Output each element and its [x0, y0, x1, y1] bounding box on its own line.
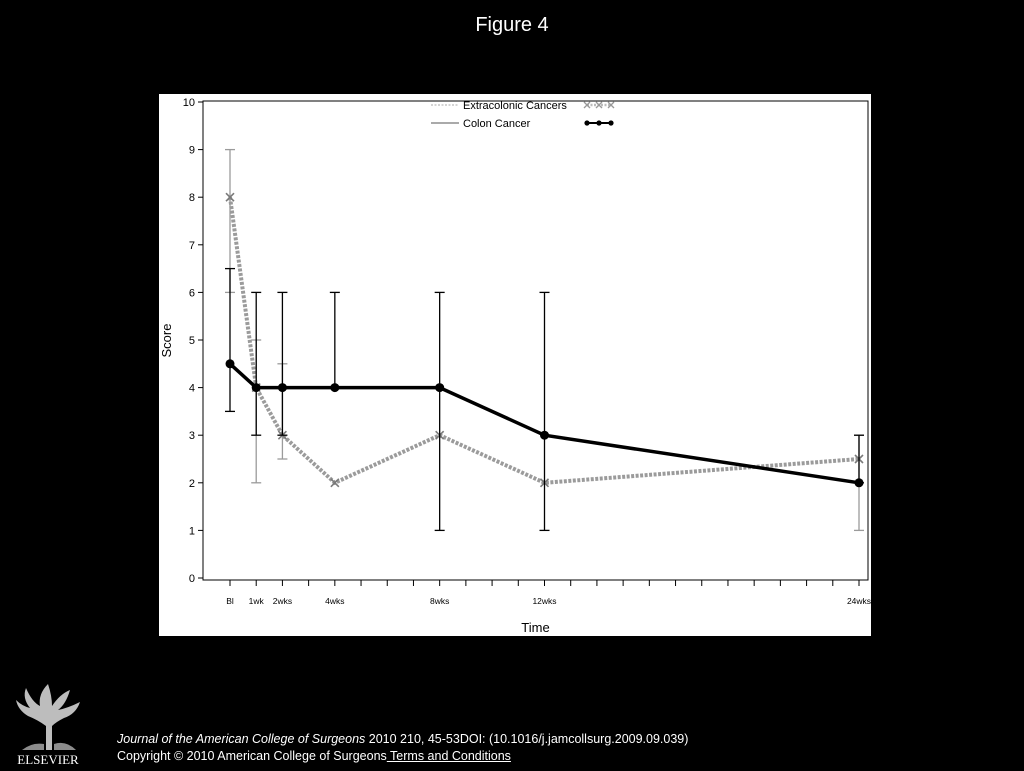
line-chart	[159, 94, 871, 636]
legend-marker	[584, 120, 589, 125]
series-colon-cancer	[225, 269, 864, 531]
data-point	[252, 383, 261, 392]
x-tick-label: 4wks	[325, 596, 345, 606]
y-tick-label: 2	[188, 477, 195, 490]
terms-link[interactable]: Terms and Conditions	[386, 749, 511, 763]
data-point	[855, 478, 864, 487]
legend-label: Extracolonic Cancers	[463, 100, 567, 112]
legend-label: Colon Cancer	[463, 118, 531, 130]
y-tick-label: 1	[188, 525, 195, 538]
legend	[431, 100, 614, 130]
x-tick-label: 12wks	[532, 596, 557, 606]
plot-frame	[203, 101, 868, 580]
x-tick-label: 2wks	[272, 596, 293, 606]
copyright-text: Copyright © 2010 American College of Surgeons	[117, 749, 387, 763]
data-point	[540, 431, 549, 440]
y-tick-label: 10	[182, 97, 195, 109]
x-tick-label: Bl	[226, 596, 234, 606]
elsevier-tree-icon	[8, 680, 88, 766]
legend-marker	[608, 120, 613, 125]
legend-marker	[584, 102, 590, 108]
elsevier-logo	[8, 680, 88, 766]
y-tick-label: 0	[188, 573, 195, 585]
data-point	[330, 383, 339, 392]
data-point	[226, 359, 235, 368]
x-tick-label: 1wk	[248, 596, 264, 606]
x-tick-label: 24wks	[846, 596, 871, 606]
legend-marker	[596, 120, 601, 125]
y-tick-label: 5	[188, 335, 195, 347]
figure-title: Figure 4	[475, 14, 549, 36]
y-tick-label: 3	[188, 430, 195, 443]
y-tick-label: 4	[188, 382, 195, 395]
chart-panel	[159, 94, 871, 636]
copyright-line	[117, 748, 688, 765]
x-axis-label: Time	[521, 620, 550, 635]
y-axis-label: Score	[159, 323, 174, 358]
data-point	[435, 383, 444, 392]
citation-footer	[117, 731, 688, 765]
x-tick-label: 8wks	[429, 596, 450, 606]
citation-line	[117, 731, 688, 748]
svg-text:ELSEVIER: ELSEVIER	[17, 752, 79, 766]
y-tick-label: 7	[188, 239, 195, 252]
citation-details: 2010 210, 45-53DOI: (10.1016/j.jamcollsurg.2009.09.039)	[365, 732, 689, 746]
journal-name: Journal of the American College of Surgeons	[117, 732, 366, 746]
y-tick-label: 6	[188, 287, 195, 300]
y-tick-label: 9	[188, 144, 195, 157]
y-tick-label: 8	[188, 192, 195, 205]
data-point	[278, 383, 287, 392]
